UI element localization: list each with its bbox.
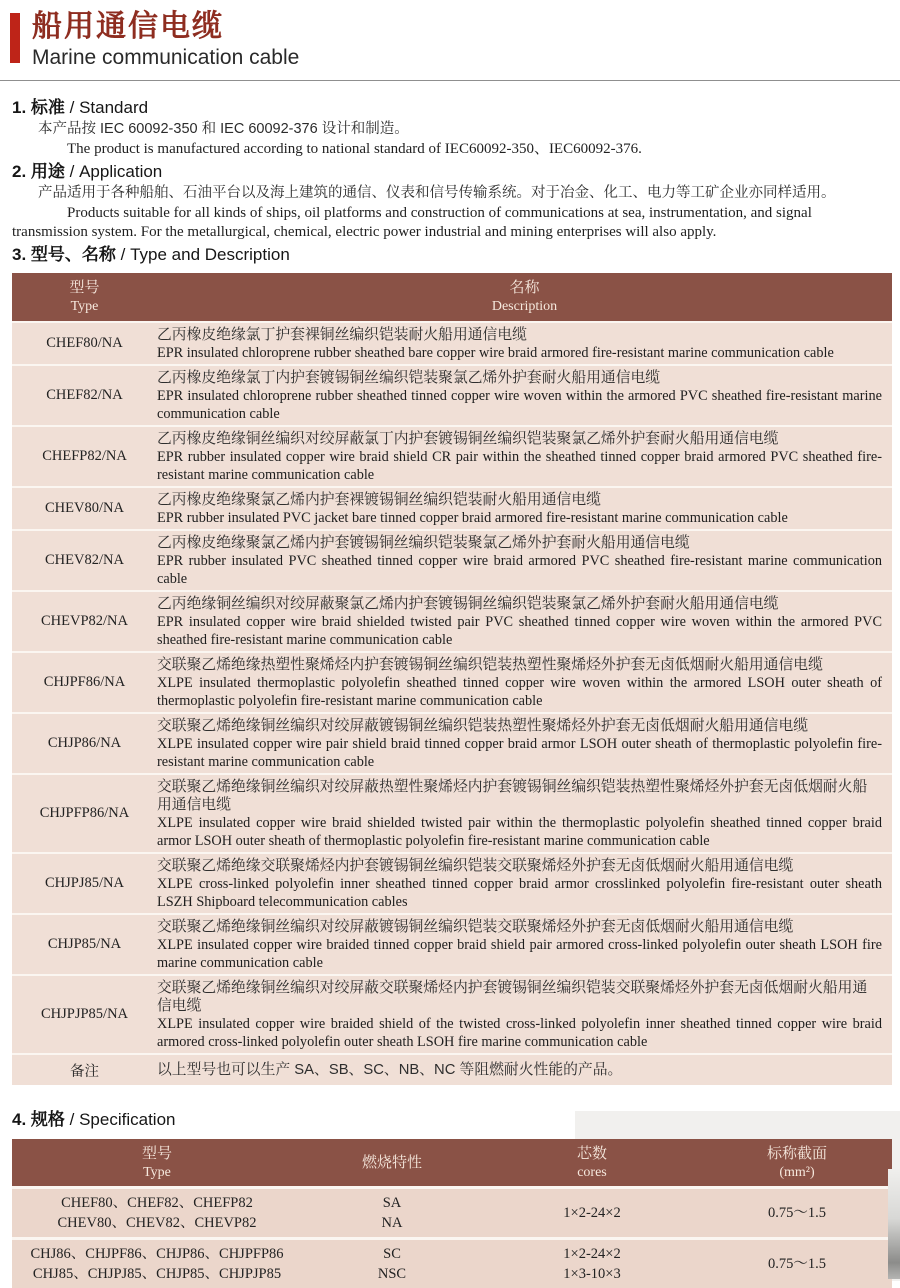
description-en: EPR rubber insulated copper wire braid shield CR pair within the sheathed tinned copper braid armored PVC sheathed fire-resistant marine communication cable <box>157 449 882 483</box>
spec-cores-cell <box>482 1189 702 1237</box>
description-zh: 乙丙橡皮绝缘氯丁护套裸铜丝编织铠装耐火船用通信电缆 <box>157 327 527 343</box>
spec-burning-cell <box>302 1189 482 1237</box>
section-heading-standard <box>12 97 890 118</box>
cable-photo-edge <box>888 1169 900 1279</box>
heading-zh: 3. 型号、名称 <box>12 245 116 264</box>
table-row <box>12 364 892 425</box>
header-cell-type <box>12 1139 302 1186</box>
header-cell-description <box>157 273 892 321</box>
spec-section-value: 0.75～1.5 <box>768 1205 826 1221</box>
header-type-zh: 型号 <box>141 1145 172 1162</box>
description-en: XLPE insulated copper wire braided tinned copper braid shield pair armored cross-linked polyolefin outer sheath LSOH fire marine communication cable <box>157 937 882 971</box>
spec-type-line: CHEF80、CHEF82、CHEFP82 <box>61 1195 253 1211</box>
description-en: XLPE insulated copper wire braid shielded twisted pair within the thermoplastic polyolefin sheathed tinned copper braid armor LSOH outer sheath of thermoplastic polyolefin fire-resistant marine communication cable <box>157 815 882 849</box>
heading-zh: 1. 标准 <box>12 98 65 117</box>
table-row <box>12 486 892 529</box>
description-en: XLPE insulated thermoplastic polyolefin sheathed tinned copper wire woven within the armored LSOH outer sheath of thermoplastic polyolefin fire-resistant marine communication cable <box>157 675 882 709</box>
header-section-en: (mm²) <box>779 1165 815 1180</box>
table-row <box>12 913 892 974</box>
description-en: EPR rubber insulated PVC jacket bare tinned copper braid armored fire-resistant marine communication cable <box>157 510 788 526</box>
description-en: EPR insulated chloroprene rubber sheathed tinned copper wire woven within the armored PVC sheathed fire-resistant marine communication cable <box>157 388 882 422</box>
table-row <box>12 1237 892 1288</box>
description-zh: 交联聚乙烯绝缘铜丝编织对绞屏蔽交联聚烯烃内护套镀锡铜丝编织铠装交联聚烯烃外护套无卤低烟耐火船用通信电缆 <box>157 980 868 1014</box>
spec-type-line: CHEV80、CHEV82、CHEVP82 <box>57 1215 257 1231</box>
content <box>0 81 900 1288</box>
table-row <box>12 773 892 852</box>
table-row <box>12 321 892 364</box>
description-zh: 交联聚乙烯绝缘交联聚烯烃内护套镀锡铜丝编织铠装交联聚烯烃外护套无卤低烟耐火船用通信电缆 <box>157 858 794 874</box>
header-cores-en: cores <box>577 1165 607 1180</box>
section-heading-application <box>12 161 890 182</box>
description-zh: 乙丙橡皮绝缘铜丝编织对绞屏蔽氯丁内护套镀锡铜丝编织铠装聚氯乙烯外护套耐火船用通信电缆 <box>157 431 779 447</box>
type-cell: CHJPJP85/NA <box>40 1006 129 1022</box>
spec-burning-line: SC <box>383 1246 401 1262</box>
type-cell: CHEV80/NA <box>45 500 124 516</box>
spec-burning-line: NSC <box>377 1266 407 1282</box>
header-cell-section <box>702 1139 892 1186</box>
heading-en: / Standard <box>69 98 149 117</box>
type-cell: CHJPJ85/NA <box>45 875 124 891</box>
description-zh: 乙丙橡皮绝缘氯丁内护套镀锡铜丝编织铠装聚氯乙烯外护套耐火船用通信电缆 <box>157 370 661 386</box>
header-cell-burning <box>302 1139 482 1186</box>
page-title-en: Marine communication cable <box>32 46 300 69</box>
heading-zh: 2. 用途 <box>12 162 65 181</box>
table-header-row <box>12 1139 892 1186</box>
header-burning-zh: 燃烧特性 <box>361 1153 422 1171</box>
specification-table <box>12 1139 892 1288</box>
accent-bar <box>10 13 20 63</box>
description-zh: 交联聚乙烯绝缘铜丝编织对绞屏蔽热塑性聚烯烃内护套镀锡铜丝编织铠装热塑性聚烯烃外护套无卤低烟耐火船用通信电缆 <box>157 779 868 813</box>
table-row-note <box>12 1053 892 1085</box>
application-body-en: Products suitable for all kinds of ships, oil platforms and construction of communications at sea, instrumentation, and signal transmission system. For the metallurgical, chemical, electric power industrial and mining enterprises will also apply. <box>12 205 812 240</box>
description-zh: 乙丙绝缘铜丝编织对绞屏蔽聚氯乙烯内护套镀锡铜丝编织铠装聚氯乙烯外护套耐火船用通信电缆 <box>157 596 779 612</box>
heading-en: / Application <box>69 162 163 181</box>
type-cell: CHEFP82/NA <box>42 448 127 464</box>
header-section-zh: 标称截面 <box>766 1145 827 1162</box>
description-en: XLPE insulated copper wire pair shield braid tinned copper braid armor LSOH outer sheath of thermoplastic polyolefin fire-resistant marine communication cable <box>157 736 882 770</box>
description-cell <box>157 976 892 1053</box>
heading-zh: 4. 规格 <box>12 1110 65 1129</box>
table-row <box>12 425 892 486</box>
table-header-row <box>12 273 892 321</box>
description-cell <box>157 488 892 529</box>
spec-cores-line: 1×3-10×3 <box>563 1266 621 1282</box>
description-cell <box>157 714 892 773</box>
description-cell <box>157 427 892 486</box>
heading-en: / Specification <box>69 1110 176 1129</box>
type-cell: CHEF82/NA <box>46 387 123 403</box>
description-zh: 交联聚乙烯绝缘铜丝编织对绞屏蔽镀锡铜丝编织铠装热塑性聚烯烃外护套无卤低烟耐火船用通信电缆 <box>157 718 809 734</box>
spec-type-line: CHJ85、CHJPJ85、CHJP85、CHJPJP85 <box>32 1266 282 1282</box>
standard-body-zh: 本产品按 IEC 60092-350 和 IEC 60092-376 设计和制造。 <box>38 121 409 137</box>
description-cell <box>157 854 892 913</box>
description-cell <box>157 915 892 974</box>
description-en: EPR rubber insulated PVC sheathed tinned copper wire braid armored PVC sheathed fire-resistant marine communication cable <box>157 553 882 587</box>
spec-type-line: CHJ86、CHJPF86、CHJP86、CHJPFP86 <box>30 1246 284 1262</box>
heading-en: / Type and Description <box>120 245 290 264</box>
table-row <box>12 712 892 773</box>
note-text: 以上型号也可以生产 SA、SB、SC、NB、NC 等阻燃耐火性能的产品。 <box>157 1062 623 1078</box>
type-cell: CHJPFP86/NA <box>39 805 130 821</box>
header-desc-zh: 名称 <box>509 279 540 296</box>
spec-burning-cell <box>302 1240 482 1288</box>
application-body-zh: 产品适用于各种船舶、石油平台以及海上建筑的通信、仪表和信号传输系统。对于冶金、化工、电力等工矿企业亦同样适用。 <box>38 185 836 201</box>
type-cell: CHEV82/NA <box>45 552 124 568</box>
table-row <box>12 852 892 913</box>
header-cell-cores <box>482 1139 702 1186</box>
standard-body-en: The product is manufactured according to national standard of IEC60092-350、IEC60092-376. <box>67 141 642 157</box>
doc-header <box>0 0 900 71</box>
description-zh: 乙丙橡皮绝缘聚氯乙烯内护套镀锡铜丝编织铠装聚氯乙烯外护套耐火船用通信电缆 <box>157 535 690 551</box>
table-row <box>12 1186 892 1237</box>
table-row <box>12 529 892 590</box>
description-en: XLPE insulated copper wire braided shield of the twisted cross-linked polyolefin inner sheathed tinned copper wire braid armored cross-linked polyolefin outer sheath LSOH fire marine communication cable <box>157 1016 882 1050</box>
header-type-en: Type <box>70 299 99 314</box>
spec-type-cell <box>12 1189 302 1237</box>
description-cell <box>157 366 892 425</box>
spec-section-cell <box>702 1240 892 1288</box>
spec-cores-line: 1×2-24×2 <box>563 1205 621 1221</box>
description-en: XLPE cross-linked polyolefin inner sheathed tinned copper braid armor crosslinked polyolefin fire-resistant outer sheath LSZH Shipboard telecommunication cables <box>157 876 882 910</box>
description-zh: 交联聚乙烯绝缘热塑性聚烯烃内护套镀锡铜丝编织铠装热塑性聚烯烃外护套无卤低烟耐火船用通信电缆 <box>157 657 823 673</box>
header-cores-zh: 芯数 <box>576 1145 607 1162</box>
table-row <box>12 974 892 1053</box>
header-desc-en: Description <box>491 299 558 314</box>
table-row <box>12 590 892 651</box>
spec-cores-line: 1×2-24×2 <box>563 1246 621 1262</box>
type-cell: CHJPF86/NA <box>43 674 126 690</box>
spec-burning-line: NA <box>381 1215 403 1231</box>
description-cell <box>157 592 892 651</box>
header-type-en: Type <box>143 1165 171 1180</box>
description-cell <box>157 775 892 852</box>
type-cell: CHEF80/NA <box>46 335 123 351</box>
type-cell: CHJP85/NA <box>47 936 122 952</box>
type-cell: CHEVP82/NA <box>40 613 128 629</box>
spec-section-cell <box>702 1189 892 1237</box>
description-en: EPR insulated copper wire braid shielded twisted pair PVC sheathed tinned copper wire woven within the armored PVC sheathed fire-resistant marine communication cable <box>157 614 882 648</box>
spec-type-cell <box>12 1240 302 1288</box>
note-label-cell: 备注 <box>70 1063 99 1080</box>
spec-cores-cell <box>482 1240 702 1288</box>
description-zh: 乙丙橡皮绝缘聚氯乙烯内护套裸镀锡铜丝编织铠装耐火船用通信电缆 <box>157 492 601 508</box>
table-row <box>12 651 892 712</box>
type-description-table <box>12 273 892 1085</box>
note-text-cell <box>157 1055 892 1085</box>
description-cell <box>157 531 892 590</box>
description-zh: 交联聚乙烯绝缘铜丝编织对绞屏蔽镀锡铜丝编织铠装交联聚烯烃外护套无卤低烟耐火船用通信电缆 <box>157 919 794 935</box>
specification-section <box>12 1109 890 1288</box>
description-cell <box>157 323 892 364</box>
description-cell <box>157 653 892 712</box>
page-title-zh: 船用通信电缆 <box>32 10 224 43</box>
header-type-zh: 型号 <box>69 279 100 296</box>
section-heading-specification <box>12 1109 890 1130</box>
spec-section-value: 0.75～1.5 <box>768 1256 826 1272</box>
spec-burning-line: SA <box>382 1195 402 1211</box>
type-cell: CHJP86/NA <box>47 735 122 751</box>
section-heading-type-description <box>12 244 890 265</box>
header-cell-type <box>12 273 157 321</box>
description-en: EPR insulated chloroprene rubber sheathed bare copper wire braid armored fire-resistant marine communication cable <box>157 345 834 361</box>
